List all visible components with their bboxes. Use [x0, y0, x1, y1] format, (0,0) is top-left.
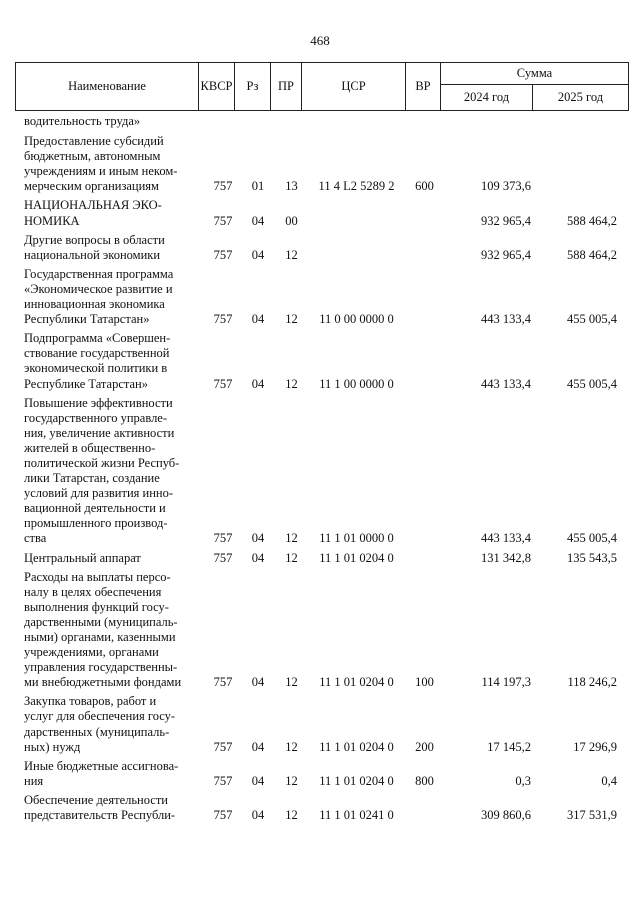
- row-sum-2025: 17 296,9: [573, 739, 617, 754]
- row-rz: 04: [251, 213, 265, 228]
- table-row: [15, 793, 628, 823]
- row-name: Повышение эффективности государственного управле- ния, увеличение активности жителей в общественно- политической жизни Респуб- лики Татарстан, создание условий для развития инно- вационной деятельности и промышленного производ- ства: [24, 395, 180, 546]
- row-csr: 11 1 01 0204 0: [319, 675, 394, 690]
- row-pr: 12: [285, 531, 298, 546]
- row-kvsr: 757: [213, 179, 233, 194]
- row-sum-2025: [531, 114, 617, 129]
- header-vr: ВР: [406, 63, 441, 111]
- row-name: Подпрограмма «Совершен- ствование государственной экономической политики в Республике Татарстан»: [24, 331, 171, 391]
- row-pr: 12: [285, 773, 298, 788]
- row-rz: 04: [251, 247, 265, 262]
- row-sum-2024: 443 133,4: [481, 312, 531, 327]
- page-number: 468: [310, 33, 330, 48]
- row-kvsr: 757: [213, 675, 233, 690]
- row-sum-2025: 588 464,2: [567, 213, 617, 228]
- row-sum-2025: [531, 134, 617, 194]
- row-vr: [406, 331, 443, 391]
- row-sum-2025: 455 005,4: [567, 531, 617, 546]
- row-rz: 04: [251, 550, 265, 565]
- row-name: водительность труда»: [24, 114, 141, 128]
- row-csr: [307, 114, 406, 129]
- row-pr: 12: [285, 312, 298, 327]
- header-pr: ПР: [271, 63, 302, 111]
- row-pr: 12: [285, 247, 298, 262]
- row-csr: 11 1 01 0204 0: [319, 739, 394, 754]
- row-sum-2025: 588 464,2: [567, 247, 617, 262]
- table-header: [15, 62, 629, 111]
- table-row: [15, 396, 628, 547]
- row-kvsr: 757: [213, 531, 233, 546]
- row-sum-2024: [443, 114, 531, 129]
- header-kvsr: КВСР: [199, 63, 235, 111]
- row-name: Государственная программа «Экономическое развитие и инновационная экономика Республики Татарстан»: [24, 266, 174, 327]
- row-csr: [307, 233, 406, 263]
- row-sum-2025: 317 531,9: [567, 808, 617, 823]
- row-kvsr: 757: [213, 773, 233, 788]
- row-pr: [276, 114, 307, 129]
- row-sum-2024: 17 145,2: [487, 739, 531, 754]
- table-row: [15, 570, 628, 691]
- row-rz: 04: [251, 739, 265, 754]
- row-vr: [406, 793, 443, 823]
- row-sum-2024: 443 133,4: [481, 376, 531, 391]
- row-csr: 11 1 01 0241 0: [319, 808, 394, 823]
- header-rz: Рз: [235, 63, 271, 111]
- row-pr: 12: [285, 376, 298, 391]
- header-csr: ЦСР: [302, 63, 406, 111]
- row-vr: 800: [415, 773, 434, 788]
- row-kvsr: 757: [213, 739, 233, 754]
- row-name: Иные бюджетные ассигнова- ния: [24, 758, 179, 788]
- row-kvsr: 757: [213, 376, 233, 391]
- row-sum-2024: 131 342,8: [481, 550, 531, 565]
- row-name: Обеспечение деятельности представительств Республи-: [24, 792, 176, 823]
- row-sum-2025: 0,4: [601, 773, 617, 788]
- row-vr: 600: [415, 179, 434, 194]
- row-sum-2025: 455 005,4: [567, 376, 617, 391]
- row-csr: 11 1 01 0204 0: [319, 773, 394, 788]
- row-rz: 04: [251, 531, 265, 546]
- header-year-2024: 2024 год: [441, 85, 533, 111]
- row-pr: 12: [285, 550, 298, 565]
- row-sum-2024: 932 965,4: [481, 247, 531, 262]
- header-name: Наименование: [16, 63, 199, 111]
- row-csr: 11 1 01 0204 0: [319, 550, 394, 565]
- row-kvsr: 757: [213, 213, 233, 228]
- row-name: Центральный аппарат: [24, 550, 141, 565]
- table-row: [15, 134, 628, 194]
- row-pr: 12: [285, 675, 298, 690]
- row-kvsr: 757: [213, 312, 233, 327]
- row-vr: [406, 396, 443, 547]
- row-rz: 01: [251, 179, 265, 194]
- row-rz: 04: [251, 675, 265, 690]
- table-body: [15, 110, 628, 823]
- row-sum-2024: 109 373,6: [481, 179, 531, 194]
- row-name: Закупка товаров, работ и услуг для обеспечения госу- дарственных (муниципаль- ных) нужд: [24, 694, 176, 754]
- table-row: [15, 233, 628, 263]
- table-row: [15, 114, 628, 129]
- row-sum-2024: 309 860,6: [481, 808, 531, 823]
- row-vr: [406, 233, 443, 263]
- row-csr: 11 1 01 0000 0: [319, 531, 394, 546]
- row-csr: [307, 198, 406, 228]
- row-csr: 11 4 L2 5289 2: [318, 179, 395, 194]
- row-kvsr: [204, 114, 240, 129]
- row-rz: 04: [251, 312, 265, 327]
- table-row: [15, 551, 628, 566]
- row-rz: 04: [251, 773, 265, 788]
- row-vr: 100: [415, 675, 434, 690]
- row-vr: 200: [415, 739, 434, 754]
- table-row: [15, 694, 628, 754]
- row-sum-2024: 114 197,3: [481, 675, 531, 690]
- row-name: Расходы на выплаты персо- налу в целях обеспечения выполнения функций госу- дарственными (муниципаль- ными) органами, казенными учреждениями, органами управления государственны- ми внебюджетными фондами: [24, 569, 182, 690]
- header-year-2025: 2025 год: [533, 85, 629, 111]
- row-sum-2024: 0,3: [515, 773, 531, 788]
- row-pr: 12: [285, 739, 298, 754]
- row-kvsr: 757: [213, 808, 233, 823]
- table-row: [15, 759, 628, 789]
- table-row: [15, 198, 628, 228]
- row-vr: [406, 267, 443, 327]
- row-sum-2025: 135 543,5: [567, 550, 617, 565]
- row-vr: [406, 114, 443, 129]
- row-csr: 11 1 00 0000 0: [319, 376, 394, 391]
- table-row: [15, 331, 628, 391]
- row-pr: 13: [285, 179, 298, 194]
- row-rz: 04: [251, 808, 265, 823]
- row-csr: 11 0 00 0000 0: [319, 312, 394, 327]
- header-sum: Сумма: [441, 63, 629, 85]
- row-name: НАЦИОНАЛЬНАЯ ЭКО- НОМИКА: [24, 198, 162, 228]
- row-rz: [240, 114, 276, 129]
- row-pr: 12: [285, 808, 298, 823]
- row-name: Другие вопросы в области национальной экономики: [24, 232, 165, 262]
- row-rz: 04: [251, 376, 265, 391]
- row-kvsr: 757: [213, 247, 233, 262]
- table-row: [15, 267, 628, 327]
- row-vr: [406, 198, 443, 228]
- row-sum-2025: 118 246,2: [567, 675, 617, 690]
- row-vr: [406, 551, 443, 566]
- row-kvsr: 757: [213, 550, 233, 565]
- row-name: Предоставление субсидий бюджетным, автономным учреждениям и иным неком- мерческим организациям: [24, 134, 178, 194]
- row-sum-2024: 443 133,4: [481, 531, 531, 546]
- row-sum-2025: 455 005,4: [567, 312, 617, 327]
- row-sum-2024: 932 965,4: [481, 213, 531, 228]
- row-pr: 00: [285, 213, 298, 228]
